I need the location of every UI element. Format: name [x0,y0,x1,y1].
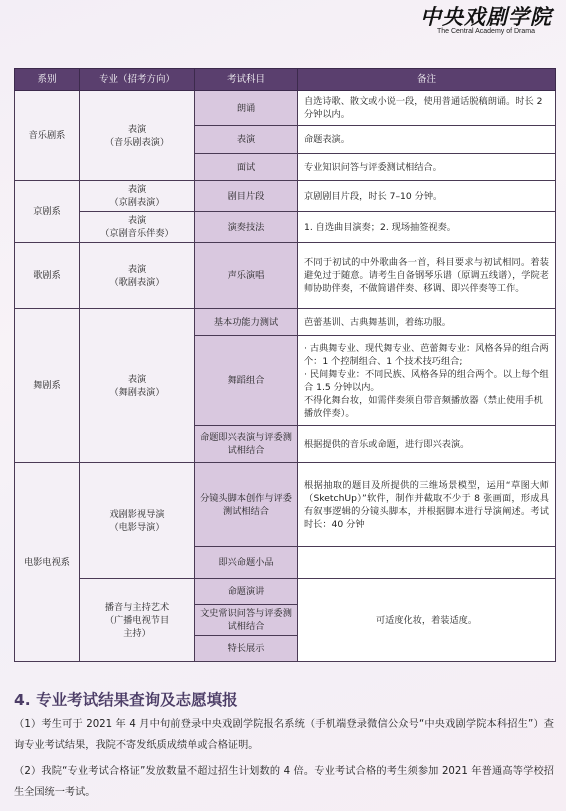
subject-cell: 分镜头脚本创作与评委测试相结合 [195,463,298,547]
note-cell: 专业知识问答与评委测试相结合。 [298,154,556,181]
subject-cell: 文史常识问答与评委测试相结合 [195,605,298,636]
note-cell: 根据提供的音乐或命题，进行即兴表演。 [298,426,556,463]
subject-cell: 朗诵 [195,91,298,126]
section-heading: 4. 专业考试结果查询及志愿填报 [14,691,238,709]
exam-table [14,68,556,662]
dept-cell: 京剧系 [15,181,80,243]
major-cell: 表演 （歌剧表演） [80,243,195,309]
subject-cell: 剧目片段 [195,181,298,212]
table-row [15,309,556,336]
note-cell: 根据抽取的题目及所提供的三维场景模型，运用“草图大师（SketchUp）”软件，制作并截取不少于 8 张画面，形成具有叙事逻辑的分镜头脚本，并根据脚本进行导演阐述。考试时长：40 分钟 [298,463,556,547]
logo-english: The Central Academy of Drama [436,28,536,35]
logo-chinese: 中央戏剧学院 [420,4,552,29]
subject-cell: 表演 [195,126,298,154]
header-notes: 备注 [298,69,556,91]
paragraph-2: （2）我院“专业考试合格证”发放数量不超过招生计划数的 4 倍。专业考试合格的考生须参加 2021 年普通高等学校招生全国统一考试。 [14,766,554,798]
dept-cell: 舞剧系 [15,309,80,463]
dept-cell: 电影电视系 [15,463,80,662]
major-cell: 播音与主持艺术 （广播电视节目 主持） [80,579,195,662]
table-row [15,212,556,243]
subject-cell: 即兴命题小品 [195,547,298,579]
subject-cell: 演奏技法 [195,212,298,243]
note-cell: 命题表演。 [298,126,556,154]
dept-cell: 歌剧系 [15,243,80,309]
note-cell: 可适度化妆，着装适度。 [298,579,556,662]
note-cell: 1. 自选曲目演奏；2. 现场抽签视奏。 [298,212,556,243]
dept-cell: 音乐剧系 [15,91,80,181]
note-cell: 京剧剧目片段，时长 7–10 分钟。 [298,181,556,212]
major-cell: 表演 （京剧音乐伴奏） [80,212,195,243]
header-department: 系别 [15,69,80,91]
subject-cell: 声乐演唱 [195,243,298,309]
major-cell: 表演 （舞剧表演） [80,309,195,463]
table-row [15,243,556,309]
table-row [15,463,556,547]
note-cell: 不同于初试的中外歌曲各一首，科目要求与初试相同。着装避免过于随意。请考生自备钢琴乐谱（原调五线谱），学院老师协助伴奏，不做简谱伴奏、移调、即兴伴奏等工作。 [298,243,556,309]
subject-cell: 命题即兴表演与评委测试相结合 [195,426,298,463]
major-cell: 表演 （京剧表演） [80,181,195,212]
note-cell [298,547,556,579]
header-major: 专业（招考方向） [80,69,195,91]
header-subject: 考试科目 [195,69,298,91]
subject-cell: 基本功能力测试 [195,309,298,336]
academy-logo [420,4,552,35]
note-cell: · 古典舞专业、现代舞专业、芭蕾舞专业：风格各异的组合两个：1 个控制组合、1 个技术技巧组合; · 民间舞专业：不同民族、风格各异的组合两个。以上每个组合 1.5 分钟以内。 不得化舞台妆，如需伴奏须自带音频播放器（禁止使用手机播放伴奏）。 [298,336,556,426]
note-cell: 自选诗歌、散文或小说一段，使用普通话脱稿朗诵。时长 2 分钟以内。 [298,91,556,126]
subject-cell: 特长展示 [195,636,298,662]
major-cell: 戏剧影视导演 （电影导演） [80,463,195,579]
table-row [15,579,556,605]
paragraph-1: （1）考生可于 2021 年 4 月中旬前登录中央戏剧学院报名系统（手机端登录微信公众号“中央戏剧学院本科招生”）查询专业考试结果，我院不寄发纸质成绩单或合格证明。 [14,719,554,751]
subject-cell: 面试 [195,154,298,181]
major-cell: 表演 （音乐剧表演） [80,91,195,181]
table-header-row [15,69,556,91]
note-cell: 芭蕾基训、古典舞基训，着练功服。 [298,309,556,336]
table-row [15,181,556,212]
table-row [15,91,556,126]
subject-cell: 舞蹈组合 [195,336,298,426]
subject-cell: 命题演讲 [195,579,298,605]
